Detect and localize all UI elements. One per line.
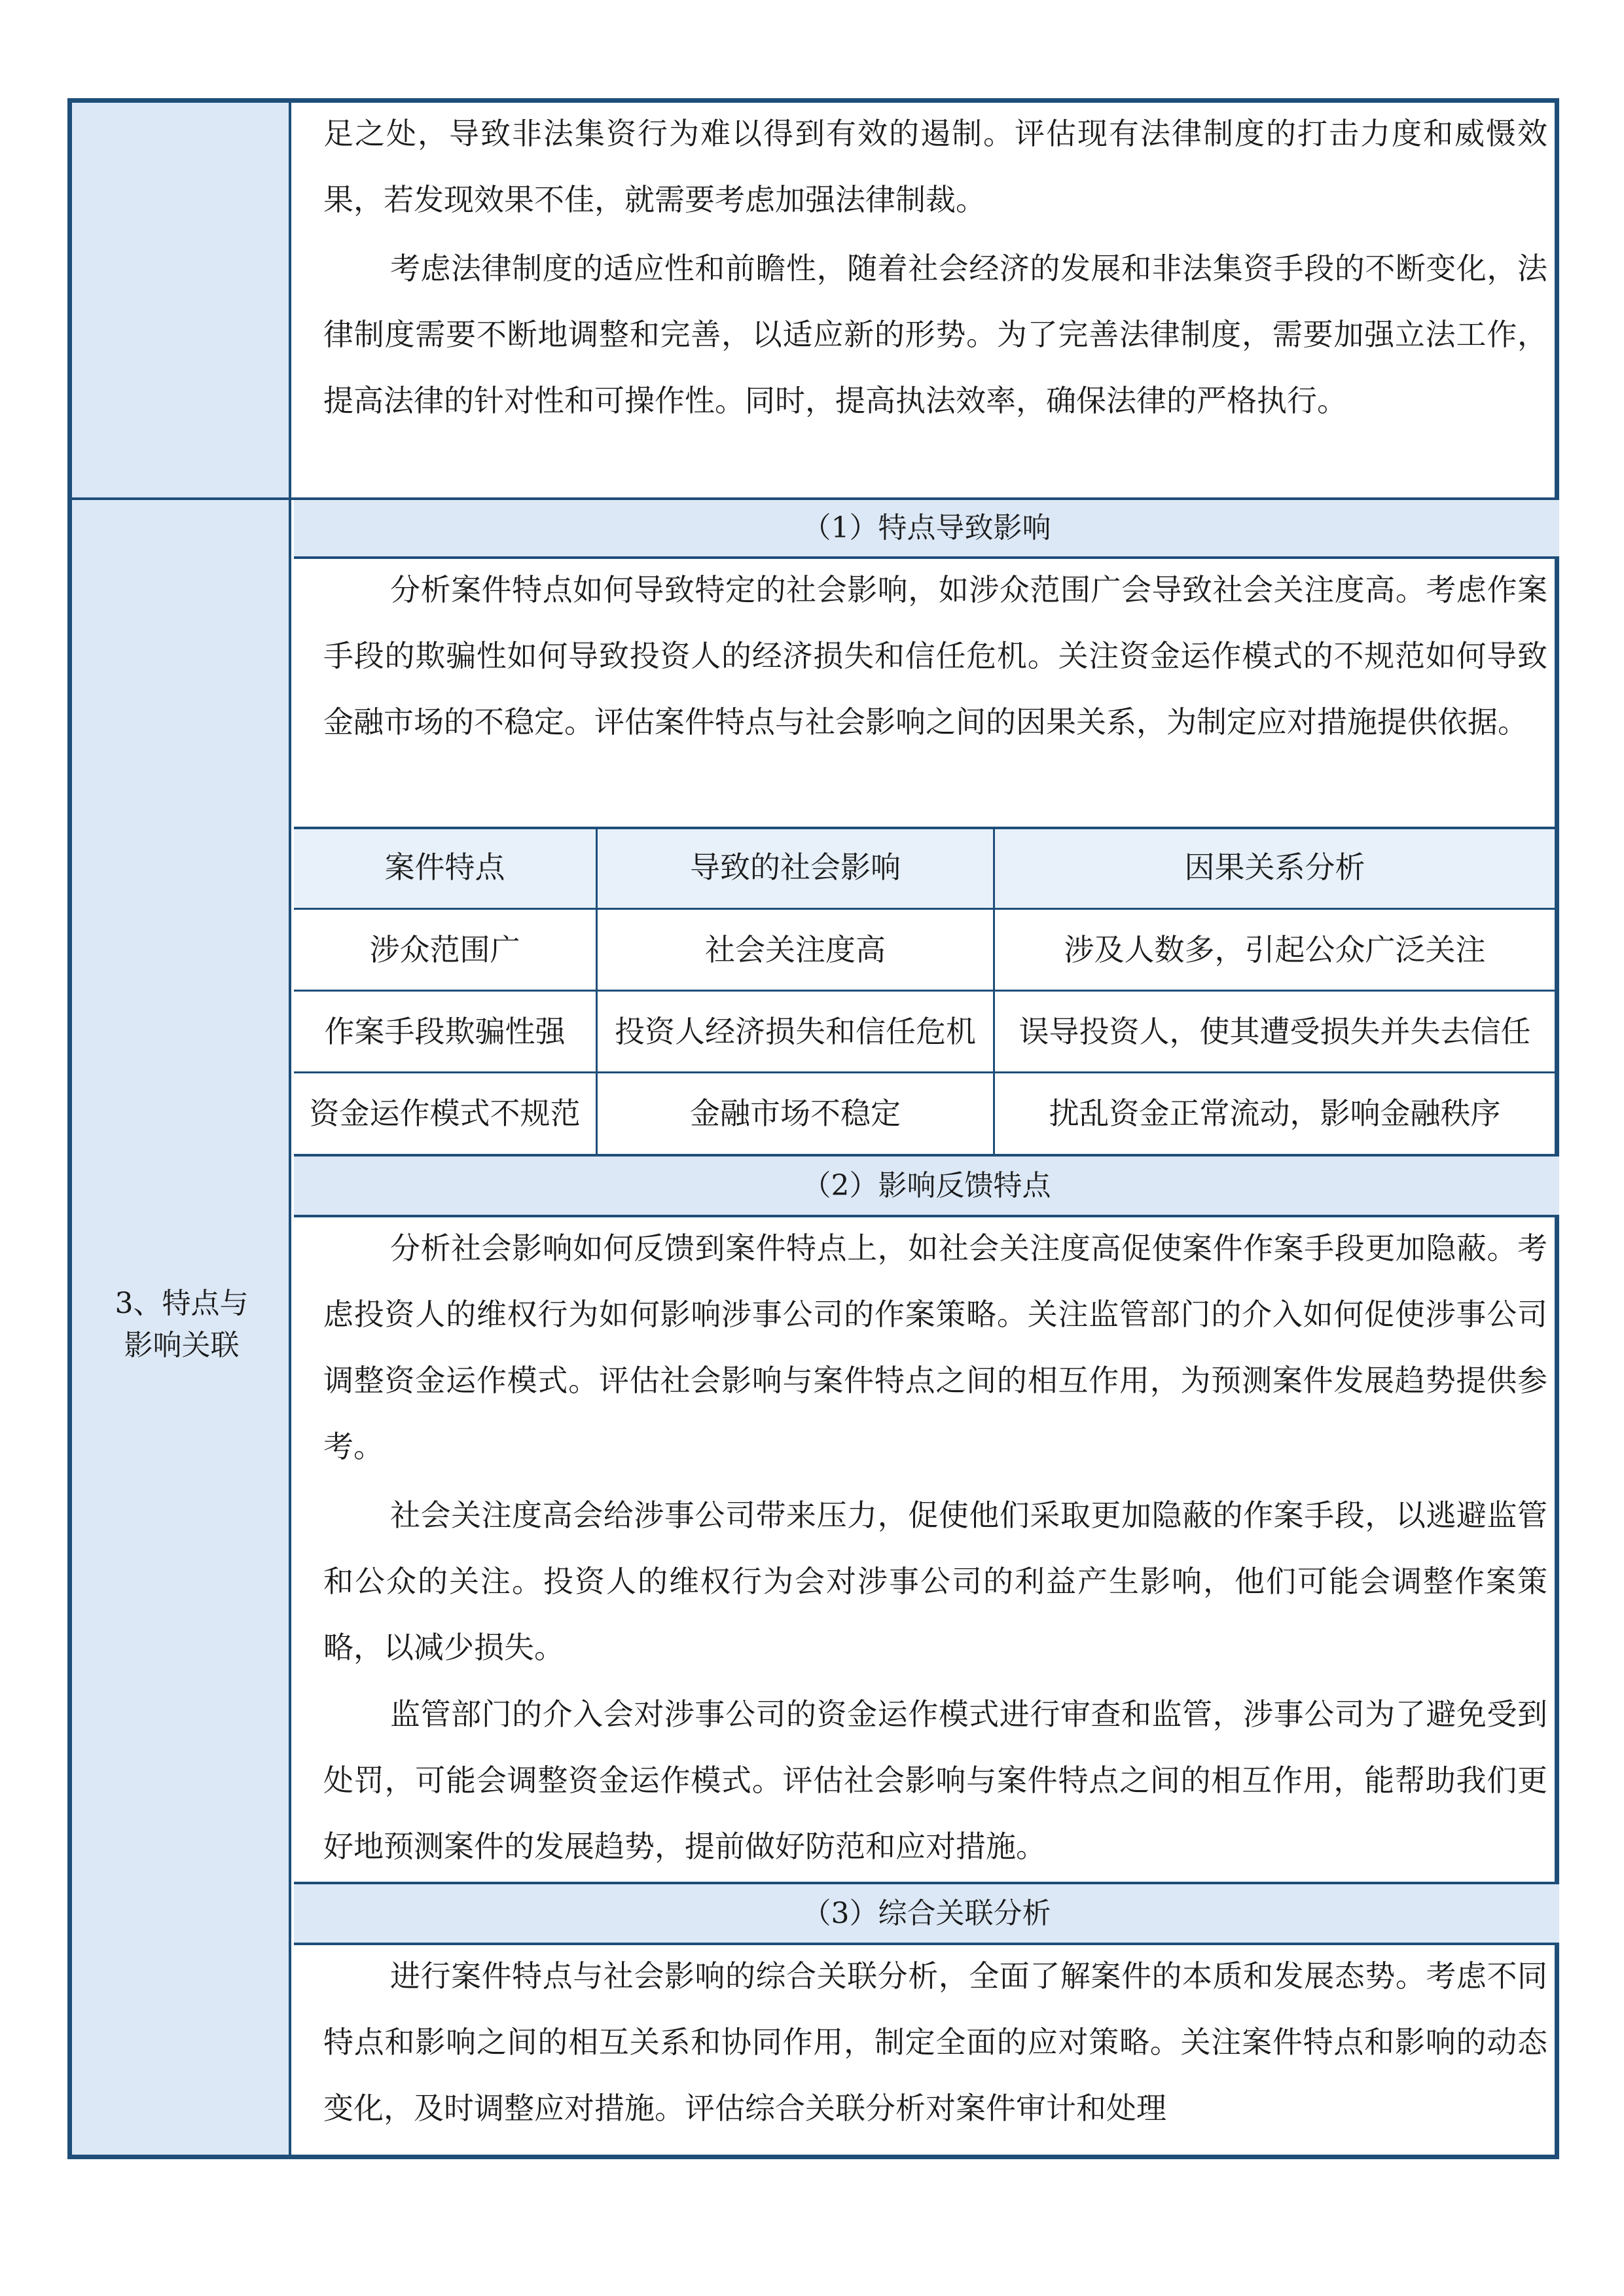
section-label-line1: 3、特点与 <box>115 1287 249 1320</box>
section-label-line2: 影响关联 <box>124 1329 240 1362</box>
subheader-3: （3）综合关联分析 <box>294 1884 1559 1943</box>
table-cell: 涉众范围广 <box>369 932 520 967</box>
table-col-divider <box>993 827 995 1154</box>
paragraph-sub2-3: 监管部门的介入会对涉事公司的资金运作模式进行审查和监管，涉事公司为了避免受到处罚，可能会调整资金运作模式。评估社会影响与案件特点之间的相互作用，能帮助我们更好地预测案件的发展趋势，提前做好防范和应对措施。 <box>323 1696 1547 1864</box>
row-label-cell-empty <box>72 103 291 497</box>
content-table <box>67 98 1559 2159</box>
paragraph-sub2-1: 分析社会影响如何反馈到案件特点上，如社会关注度高促使案件作案手段更加隐蔽。考虑投资人的维权行为如何影响涉事公司的作案策略。关注监管部门的介入如何促使涉事公司调整资金运作模式。评估社会影响与案件特点之间的相互作用，为预测案件发展趋势提供参考。 <box>323 1230 1547 1464</box>
paragraph-sub2-2: 社会关注度高会给涉事公司带来压力，促使他们采取更加隐蔽的作案手段，以逃避监管和公众的关注。投资人的维权行为会对涉事公司的利益产生影响，他们可能会调整作案策略，以减少损失。 <box>323 1498 1547 1665</box>
table-cell: 金融市场不稳定 <box>690 1096 901 1131</box>
section-label <box>72 1283 291 1367</box>
table-header-impact: 导致的社会影响 <box>598 829 993 908</box>
paragraph-sub1: 分析案件特点如何导致特定的社会影响，如涉众范围广会导致社会关注度高。考虑作案手段的欺骗性如何导致投资人的经济损失和信任危机。关注资金运作模式的不规范如何导致金融市场的不稳定。评估案件特点与社会影响之间的因果关系，为制定应对措施提供依据。 <box>323 572 1547 740</box>
table-col-divider <box>596 827 598 1154</box>
paragraph-sub3: 进行案件特点与社会影响的综合关联分析，全面了解案件的本质和发展态势。考虑不同特点和影响之间的相互关系和协同作用，制定全面的应对策略。关注案件特点和影响的动态变化，及时调整应对措施。评估综合关联分析对案件审计和处理 <box>323 1958 1547 2126</box>
table-cell: 作案手段欺骗性强 <box>324 1014 566 1049</box>
table-header-analysis: 因果关系分析 <box>995 829 1555 908</box>
table-cell: 扰乱资金正常流动，影响金融秩序 <box>1049 1096 1501 1131</box>
subheader-1: （1）特点导致影响 <box>294 500 1559 556</box>
table-cell: 社会关注度高 <box>705 932 886 967</box>
table-cell: 投资人经济损失和信任危机 <box>615 1014 976 1049</box>
table-cell: 资金运作模式不规范 <box>309 1096 581 1131</box>
table-cell: 涉及人数多，引起公众广泛关注 <box>1064 932 1486 967</box>
paragraph-top-1: 足之处，导致非法集资行为难以得到有效的遏制。评估现有法律制度的打击力度和威慑效果，若发现效果不佳，就需要考虑加强法律制裁。 <box>323 116 1547 217</box>
table-cell: 误导投资人，使其遭受损失并失去信任 <box>1019 1014 1531 1049</box>
paragraph-top-2: 考虑法律制度的适应性和前瞻性，随着社会经济的发展和非法集资手段的不断变化，法律制度需要不断地调整和完善，以适应新的形势。为了完善法律制度，需要加强立法工作，提高法律的针对性和可操作性。同时，提高执法效率，确保法律的严格执行。 <box>323 251 1547 418</box>
subheader-2: （2）影响反馈特点 <box>294 1157 1559 1215</box>
table-header-feature: 案件特点 <box>294 829 596 908</box>
